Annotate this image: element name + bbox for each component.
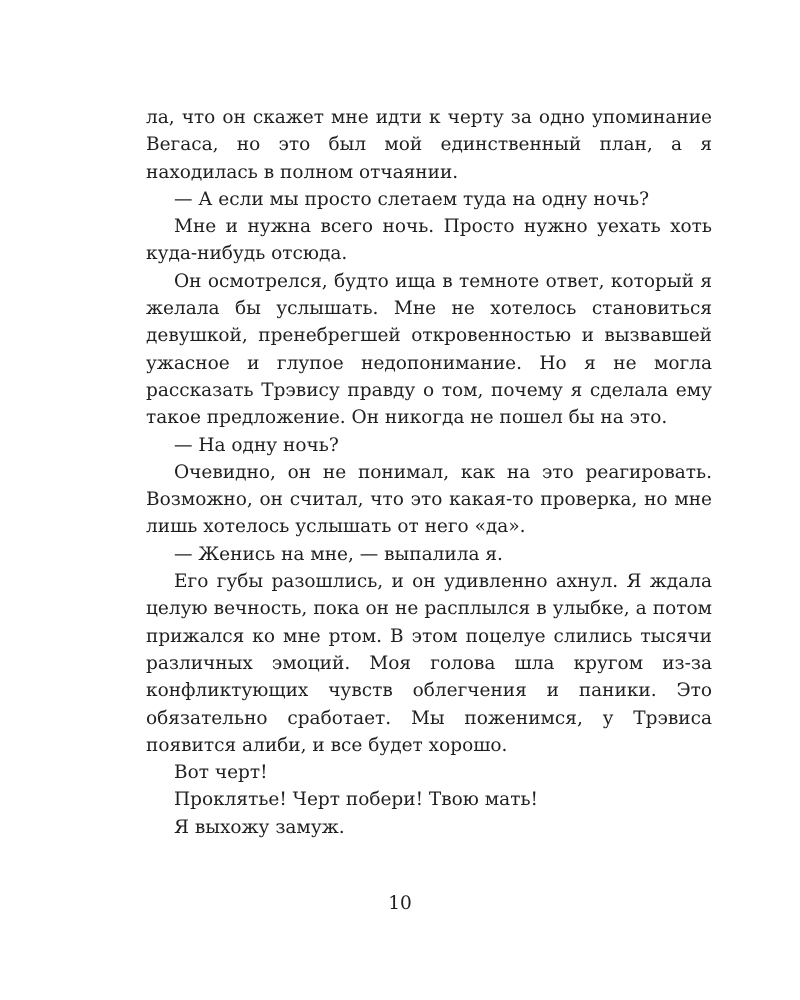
paragraph-continuation: ла, что он скажет мне идти к черту за одно упоминание Вегаса, но это был мой единственный план, а я находилась в полном отчаянии. — [146, 107, 712, 183]
paragraph: Очевидно, он не понимал, как на это реагировать. Возможно, он считал, что это какая-то проверка, но мне лишь хотелось услышать от него «да». — [146, 461, 712, 538]
dialogue-line: — На одну ночь? — [174, 434, 339, 456]
paragraph: Вот черт! — [174, 762, 268, 784]
page-number: 10 — [388, 893, 412, 914]
paragraph: Он осмотрелся, будто ища в темноте ответ, который я желала бы услышать. Мне не хотелось становиться девушкой, пренебрегшей откровенностью и вызвавшей ужасное и глупое недопонимание. Но я не могла рассказать Трэвису правду о том, почему я сделала ему такое предложение. Он никогда не пошел бы на это. — [146, 270, 712, 429]
paragraph: Проклятье! Черт побери! Твою мать! — [174, 789, 538, 811]
paragraph: Его губы разошлись, и он удивленно ахнул. Я ждала целую вечность, пока он не расплылся в улыбке, а потом прижался ко мне ртом. В этом поцелуе слились тысячи различных эмоций. Моя голова шла кругом из-за конфликтующих чувств облегчения и паники. Это обязательно сработает. Мы поженимся, у Трэвиса появится алиби, и все будет хорошо. — [146, 571, 712, 756]
dialogue-line: — Женись на мне, — выпалила я. — [174, 543, 503, 565]
dialogue-line: — А если мы просто слетаем туда на одну ночь? — [174, 188, 649, 210]
paragraph: Мне и нужна всего ночь. Просто нужно уехать хоть куда-нибудь отсюда. — [146, 216, 712, 265]
paragraph: Я выхожу замуж. — [174, 816, 345, 838]
page-body — [146, 104, 712, 841]
